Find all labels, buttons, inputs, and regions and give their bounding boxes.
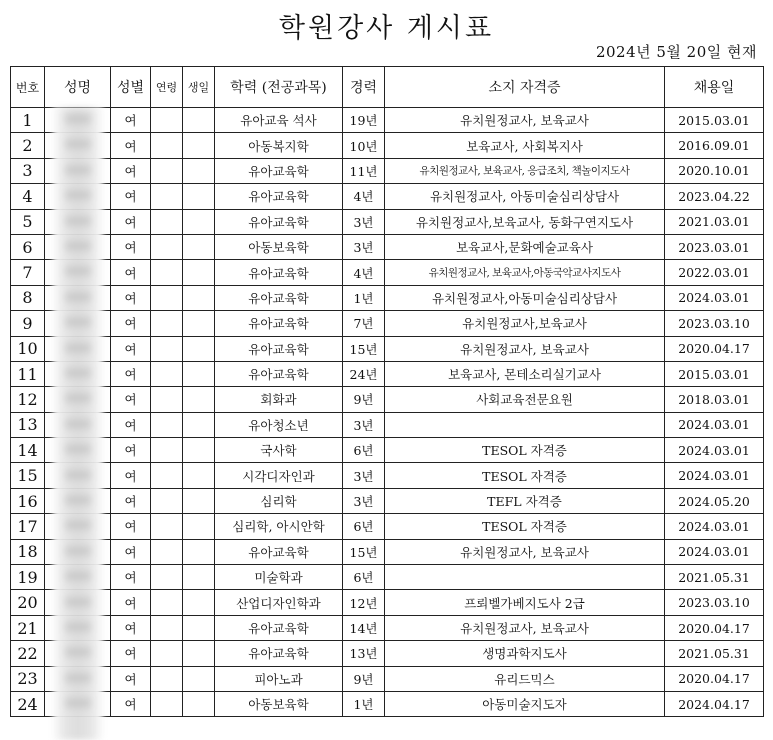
row-birth (183, 336, 215, 361)
row-certificates: TEFL 자격증 (385, 488, 665, 513)
row-number: 6 (11, 234, 45, 259)
row-hire-date: 2024.03.01 (665, 463, 764, 488)
row-age (151, 184, 183, 209)
row-number: 1 (11, 108, 45, 133)
row-career: 11년 (343, 158, 385, 183)
row-career: 1년 (343, 691, 385, 716)
row-number: 8 (11, 285, 45, 310)
row-career: 10년 (343, 133, 385, 158)
row-career: 12년 (343, 590, 385, 615)
row-gender: 여 (111, 565, 151, 590)
redaction-blob (65, 520, 91, 530)
row-certificates: 유치원정교사, 보육교사 (385, 336, 665, 361)
redaction-blob (65, 190, 91, 200)
row-number: 22 (11, 641, 45, 666)
row-certificates: 유치원정교사, 보육교사 (385, 539, 665, 564)
row-education: 유아교육학 (215, 361, 343, 386)
row-hire-date: 2024.03.01 (665, 412, 764, 437)
row-education: 유아교육학 (215, 641, 343, 666)
row-birth (183, 691, 215, 716)
row-education: 피아노과 (215, 666, 343, 691)
row-certificates (385, 565, 665, 590)
row-birth (183, 514, 215, 539)
row-age (151, 641, 183, 666)
row-age (151, 285, 183, 310)
row-hire-date: 2015.03.01 (665, 108, 764, 133)
row-hire-date: 2021.03.01 (665, 209, 764, 234)
row-birth (183, 438, 215, 463)
table-row (11, 361, 764, 386)
row-education: 유아교육학 (215, 285, 343, 310)
row-gender: 여 (111, 209, 151, 234)
row-career: 3년 (343, 234, 385, 259)
table-row (11, 412, 764, 437)
row-hire-date: 2023.03.10 (665, 311, 764, 336)
table-row (11, 438, 764, 463)
row-age (151, 488, 183, 513)
row-age (151, 463, 183, 488)
header-certificates: 소지 자격증 (385, 67, 665, 108)
row-certificates: 유치원정교사, 보육교사 (385, 108, 665, 133)
row-education: 심리학, 아시안학 (215, 514, 343, 539)
table-row (11, 488, 764, 513)
row-career: 15년 (343, 336, 385, 361)
row-age (151, 234, 183, 259)
row-gender: 여 (111, 184, 151, 209)
table-row (11, 158, 764, 183)
row-number: 13 (11, 412, 45, 437)
row-career: 3년 (343, 463, 385, 488)
row-age (151, 539, 183, 564)
row-education: 심리학 (215, 488, 343, 513)
redaction-blob (65, 647, 91, 657)
row-certificates: 유치원정교사,아동미술심리상담사 (385, 285, 665, 310)
row-birth (183, 234, 215, 259)
row-education: 유아교육학 (215, 539, 343, 564)
row-certificates: 보육교사, 몬테소리실기교사 (385, 361, 665, 386)
redaction-blob (65, 317, 91, 327)
table-row (11, 209, 764, 234)
row-career: 4년 (343, 260, 385, 285)
row-education: 유아교육학 (215, 209, 343, 234)
row-number: 21 (11, 615, 45, 640)
row-birth (183, 666, 215, 691)
table-row (11, 463, 764, 488)
page-title: 학원강사 게시표 (278, 13, 495, 44)
row-age (151, 361, 183, 386)
row-certificates: 아동미술지도자 (385, 691, 665, 716)
row-gender: 여 (111, 691, 151, 716)
redaction-blob (65, 571, 91, 581)
redaction-blob (65, 266, 91, 276)
row-hire-date: 2022.03.01 (665, 260, 764, 285)
row-age (151, 590, 183, 615)
row-certificates: 유치원정교사,보육교사, 동화구연지도사 (385, 209, 665, 234)
redaction-blob (65, 419, 91, 429)
row-gender: 여 (111, 488, 151, 513)
row-age (151, 336, 183, 361)
table-row (11, 666, 764, 691)
header-no: 번호 (11, 67, 45, 108)
row-number: 7 (11, 260, 45, 285)
row-education: 유아교육학 (215, 260, 343, 285)
table-row (11, 184, 764, 209)
row-number: 18 (11, 539, 45, 564)
table-row (11, 590, 764, 615)
row-age (151, 108, 183, 133)
row-birth (183, 285, 215, 310)
row-birth (183, 184, 215, 209)
row-gender: 여 (111, 590, 151, 615)
row-age (151, 133, 183, 158)
row-age (151, 158, 183, 183)
row-hire-date: 2023.03.01 (665, 234, 764, 259)
row-career: 3년 (343, 412, 385, 437)
row-birth (183, 615, 215, 640)
row-education: 유아교육학 (215, 311, 343, 336)
row-age (151, 565, 183, 590)
row-career: 4년 (343, 184, 385, 209)
row-hire-date: 2021.05.31 (665, 641, 764, 666)
row-certificates: 유치원정교사,보육교사 (385, 311, 665, 336)
row-career: 9년 (343, 666, 385, 691)
row-career: 19년 (343, 108, 385, 133)
row-certificates: TESOL 자격증 (385, 514, 665, 539)
row-gender: 여 (111, 387, 151, 412)
row-gender: 여 (111, 615, 151, 640)
row-age (151, 666, 183, 691)
row-number: 2 (11, 133, 45, 158)
row-education: 유아교육학 (215, 158, 343, 183)
row-number: 24 (11, 691, 45, 716)
table-body (11, 108, 764, 717)
row-birth (183, 361, 215, 386)
row-gender: 여 (111, 133, 151, 158)
row-number: 5 (11, 209, 45, 234)
row-certificates: 프뢰벨가베지도사 2급 (385, 590, 665, 615)
redaction-blob (65, 495, 91, 505)
row-education: 유아청소년 (215, 412, 343, 437)
row-career: 7년 (343, 311, 385, 336)
row-birth (183, 209, 215, 234)
row-career: 15년 (343, 539, 385, 564)
row-gender: 여 (111, 234, 151, 259)
row-certificates (385, 412, 665, 437)
row-hire-date: 2020.04.17 (665, 336, 764, 361)
row-career: 6년 (343, 438, 385, 463)
redaction-blob (65, 444, 91, 454)
row-number: 9 (11, 311, 45, 336)
redaction-blob (65, 139, 91, 149)
table-row (11, 615, 764, 640)
table-row (11, 539, 764, 564)
table-row (11, 311, 764, 336)
row-age (151, 514, 183, 539)
redaction-blob (65, 597, 91, 607)
row-gender: 여 (111, 285, 151, 310)
redaction-blob (65, 114, 91, 124)
header-name: 성명 (45, 67, 111, 108)
table-row (11, 260, 764, 285)
row-career: 13년 (343, 641, 385, 666)
redaction-blob (65, 368, 91, 378)
row-career: 6년 (343, 565, 385, 590)
row-birth (183, 539, 215, 564)
row-birth (183, 488, 215, 513)
row-birth (183, 108, 215, 133)
row-gender: 여 (111, 666, 151, 691)
row-education: 미술학과 (215, 565, 343, 590)
row-number: 10 (11, 336, 45, 361)
row-gender: 여 (111, 311, 151, 336)
row-gender: 여 (111, 158, 151, 183)
row-age (151, 311, 183, 336)
row-gender: 여 (111, 641, 151, 666)
redacted-name-column (53, 107, 103, 740)
row-birth (183, 387, 215, 412)
header-gender: 성별 (111, 67, 151, 108)
redaction-blob (65, 216, 91, 226)
row-certificates: 사회교육전문요원 (385, 387, 665, 412)
row-education: 시각디자인과 (215, 463, 343, 488)
row-gender: 여 (111, 336, 151, 361)
row-hire-date: 2024.03.01 (665, 539, 764, 564)
redaction-blob (65, 622, 91, 632)
row-birth (183, 641, 215, 666)
row-gender: 여 (111, 463, 151, 488)
row-certificates: TESOL 자격증 (385, 463, 665, 488)
redaction-blob (65, 292, 91, 302)
row-number: 4 (11, 184, 45, 209)
table-row (11, 108, 764, 133)
table-row (11, 336, 764, 361)
row-gender: 여 (111, 539, 151, 564)
row-certificates: 유치원정교사, 보육교사,아동국악교사지도사 (385, 260, 665, 285)
redaction-blob (65, 698, 91, 708)
redaction-blob (65, 165, 91, 175)
table-row (11, 285, 764, 310)
row-birth (183, 412, 215, 437)
row-age (151, 260, 183, 285)
header-birth: 생일 (183, 67, 215, 108)
row-hire-date: 2024.03.01 (665, 438, 764, 463)
row-age (151, 209, 183, 234)
row-number: 14 (11, 438, 45, 463)
row-birth (183, 590, 215, 615)
table-row (11, 387, 764, 412)
row-number: 20 (11, 590, 45, 615)
row-certificates: 생명과학지도사 (385, 641, 665, 666)
row-certificates: TESOL 자격증 (385, 438, 665, 463)
row-hire-date: 2023.03.10 (665, 590, 764, 615)
row-birth (183, 311, 215, 336)
row-number: 12 (11, 387, 45, 412)
instructor-table (10, 66, 764, 717)
row-career: 3년 (343, 209, 385, 234)
row-education: 산업디자인학과 (215, 590, 343, 615)
header-hire-date: 채용일 (665, 67, 764, 108)
row-education: 유아교육학 (215, 615, 343, 640)
row-certificates: 보육교사, 사회복지사 (385, 133, 665, 158)
table-row (11, 691, 764, 716)
row-gender: 여 (111, 438, 151, 463)
row-gender: 여 (111, 361, 151, 386)
row-career: 6년 (343, 514, 385, 539)
table-row (11, 514, 764, 539)
row-number: 17 (11, 514, 45, 539)
redaction-blob (65, 470, 91, 480)
row-education: 유아교육학 (215, 184, 343, 209)
row-number: 11 (11, 361, 45, 386)
table-row (11, 133, 764, 158)
row-hire-date: 2021.05.31 (665, 565, 764, 590)
row-gender: 여 (111, 260, 151, 285)
row-age (151, 412, 183, 437)
row-hire-date: 2018.03.01 (665, 387, 764, 412)
redaction-blob (65, 241, 91, 251)
row-hire-date: 2016.09.01 (665, 133, 764, 158)
table-row (11, 234, 764, 259)
row-age (151, 387, 183, 412)
row-hire-date: 2024.05.20 (665, 488, 764, 513)
row-education: 아동보육학 (215, 691, 343, 716)
row-birth (183, 133, 215, 158)
row-career: 24년 (343, 361, 385, 386)
row-hire-date: 2020.04.17 (665, 666, 764, 691)
row-number: 19 (11, 565, 45, 590)
row-birth (183, 260, 215, 285)
row-number: 23 (11, 666, 45, 691)
row-certificates: 유리드믹스 (385, 666, 665, 691)
row-hire-date: 2024.04.17 (665, 691, 764, 716)
row-career: 1년 (343, 285, 385, 310)
row-gender: 여 (111, 514, 151, 539)
row-hire-date: 2024.03.01 (665, 514, 764, 539)
header-career: 경력 (343, 67, 385, 108)
row-certificates: 유치원정교사, 아동미술심리상담사 (385, 184, 665, 209)
row-number: 16 (11, 488, 45, 513)
redaction-blob (65, 673, 91, 683)
table-row (11, 565, 764, 590)
row-hire-date: 2023.04.22 (665, 184, 764, 209)
row-hire-date: 2020.10.01 (665, 158, 764, 183)
row-hire-date: 2020.04.17 (665, 615, 764, 640)
header-age: 연령 (151, 67, 183, 108)
row-age (151, 615, 183, 640)
row-birth (183, 463, 215, 488)
row-gender: 여 (111, 412, 151, 437)
date-as-of: 2024년 5월 20일 현재 (595, 43, 757, 61)
row-education: 아동복지학 (215, 133, 343, 158)
row-education: 유아교육학 (215, 336, 343, 361)
row-certificates: 보육교사,문화예술교육사 (385, 234, 665, 259)
row-number: 3 (11, 158, 45, 183)
row-number: 15 (11, 463, 45, 488)
table-row (11, 641, 764, 666)
row-hire-date: 2015.03.01 (665, 361, 764, 386)
row-certificates: 유치원정교사, 보육교사, 응급조치, 책놀이지도사 (385, 158, 665, 183)
redaction-blob (65, 393, 91, 403)
row-education: 아동보육학 (215, 234, 343, 259)
row-education: 회화과 (215, 387, 343, 412)
table-header-row (11, 67, 764, 108)
row-education: 유아교육 석사 (215, 108, 343, 133)
row-age (151, 691, 183, 716)
row-birth (183, 158, 215, 183)
row-certificates: 유치원정교사, 보육교사 (385, 615, 665, 640)
row-gender: 여 (111, 108, 151, 133)
redaction-blob (65, 546, 91, 556)
row-birth (183, 565, 215, 590)
row-career: 14년 (343, 615, 385, 640)
row-career: 3년 (343, 488, 385, 513)
row-age (151, 438, 183, 463)
row-education: 국사학 (215, 438, 343, 463)
row-career: 9년 (343, 387, 385, 412)
header-education: 학력 (전공과목) (215, 67, 343, 108)
row-hire-date: 2024.03.01 (665, 285, 764, 310)
redaction-blob (65, 343, 91, 353)
